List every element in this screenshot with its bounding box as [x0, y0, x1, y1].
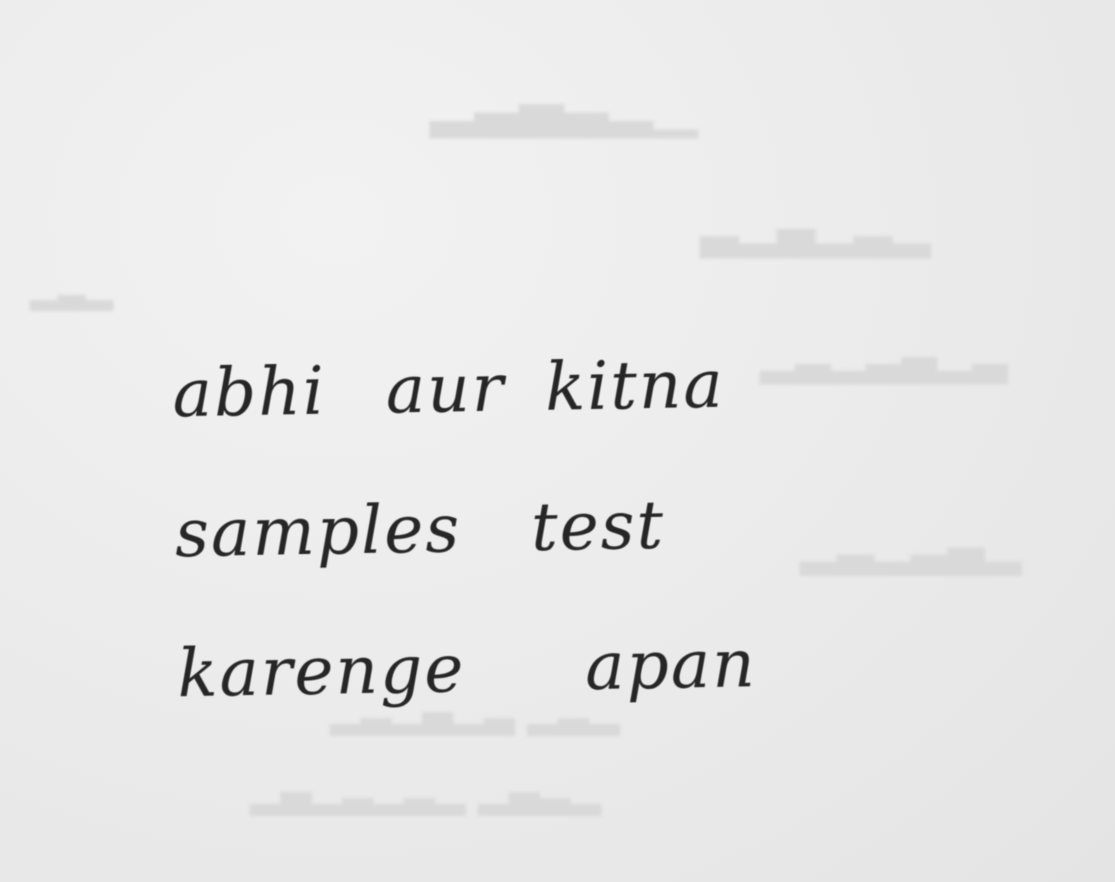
handwritten-word: karenge [176, 630, 466, 713]
bleed-through-mark: ▂▃▄▂ ▂▃▂▃▂▄▂ [250, 770, 602, 816]
bleed-through-mark: ▂▃▂ [30, 270, 114, 311]
handwritten-line [171, 312, 893, 465]
handwritten-line [176, 592, 898, 745]
bleed-through-mark: ▂▄▃▂▃▂ [800, 520, 1022, 576]
handwritten-word: apan [584, 625, 758, 706]
handwritten-word: test [530, 486, 666, 567]
handwritten-word: kitna [544, 345, 726, 426]
handwritten-word: samples [174, 490, 462, 573]
bleed-through-mark: ▁▂▃▄▃▂ [430, 70, 698, 138]
handwritten-word: aur [385, 349, 506, 429]
handwritten-line [174, 452, 896, 605]
handwritten-word: abhi [171, 352, 327, 433]
handwritten-text [171, 312, 898, 745]
bleed-through-mark: ▃▂▄▃▂▃▂ [760, 330, 1008, 384]
bleed-through-mark: ▂▃▂▄▂▃ [700, 200, 931, 258]
bleed-through-mark: ▂▃▂ ▃▂▄▂▃▂ [330, 690, 620, 736]
